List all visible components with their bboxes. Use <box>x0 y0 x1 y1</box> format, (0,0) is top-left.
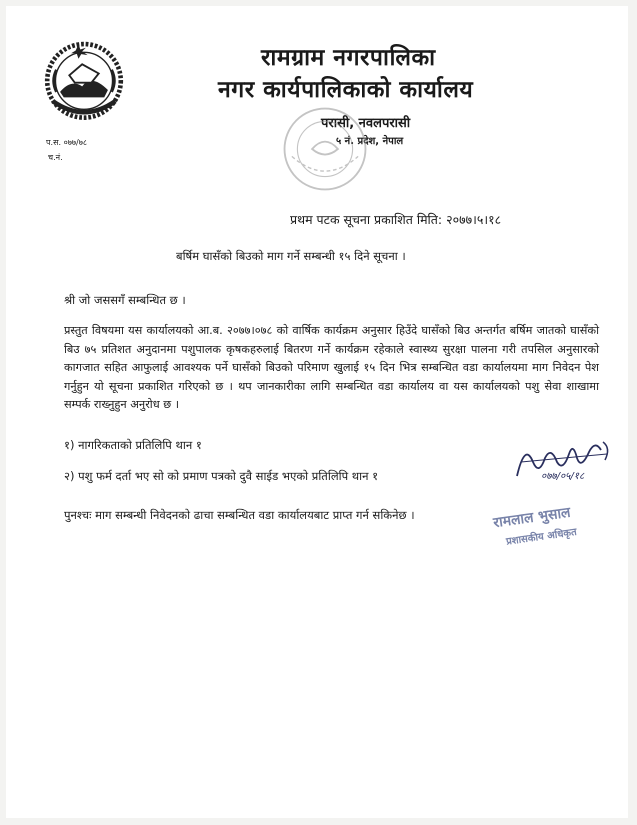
notice-subject: बर्षिम घासँको बिउको माग गर्ने सम्बन्धी १५ दिने सूचना । <box>176 249 406 263</box>
dispatch-number: च.नं. <box>48 153 63 162</box>
address-line2: ५ नं. प्रदेश, नेपाल <box>336 136 404 147</box>
signatory-name: रामलाल भुसाल <box>492 504 572 532</box>
postscript: पुनश्चः माग सम्बन्धी निवेदनको ढाचा सम्बन्धित वडा कार्यालयबाट प्राप्त गर्न सकिनेछ । <box>64 508 415 522</box>
handwritten-signature-icon <box>511 432 616 492</box>
office-round-stamp-icon <box>279 103 371 195</box>
signatory-designation: प्रशासकीय अधिकृत <box>505 526 578 548</box>
org-name: रामग्राम नगरपालिका <box>261 45 436 71</box>
publication-date: प्रथम पटक सूचना प्रकाशित मिति: २०७७।५।१८ <box>290 212 502 227</box>
greeting: श्री जो जससगँ सम्बन्धित छ । <box>64 293 186 307</box>
address-line1: परासी, नवलपरासी <box>321 116 411 131</box>
reference-number: प.स. ०७७/७८ <box>46 138 88 147</box>
notice-body: प्रस्तुत विषयमा यस कार्यालयको आ.ब. २०७७।०७८ को वार्षिक कार्यक्रम अनुसार हिउँदे घासँको बिउ अन्तर्गत बर्षिम जातको घासँको बिउ ७५ प्रतिशत अनुदानमा पशुपालक कृषकहरुलाई बितरण गर्ने कार्यक्रम रहेकाले स्वास्थ्य सुरक्षा पालना गरी तपसिल अनुसारको कागजात सहित आफुलाई आवश्यक पर्ने घासँको बिउको परिमाण खुलाई १५ दिन भित्र सम्बन्धित वडा कार्यालयमा माग निवेदन पेश गर्नुहुन यो सूचना प्रकाशित गरिएको छ । थप जानकारीका लागि सम्बन्धित वडा कार्यालय वा यस कार्यालयको पशु सेवा शाखामा सम्पर्क राख्नुहुन अनुरोध छ । <box>64 324 599 412</box>
office-name: नगर कार्यपालिकाको कार्यालय <box>218 77 474 103</box>
signature-date: ०७७/०५/१८ <box>541 471 585 482</box>
letter-page <box>6 6 628 818</box>
required-document-2: २) पशु फर्म दर्ता भए सो को प्रमाण पत्रको दुवै साईड भएको प्रतिलिपि थान १ <box>64 469 379 483</box>
required-document-1: १) नागरिकताको प्रतिलिपि थान १ <box>64 438 202 452</box>
nepal-government-emblem-icon <box>38 33 130 125</box>
signatory-seal <box>474 495 619 562</box>
